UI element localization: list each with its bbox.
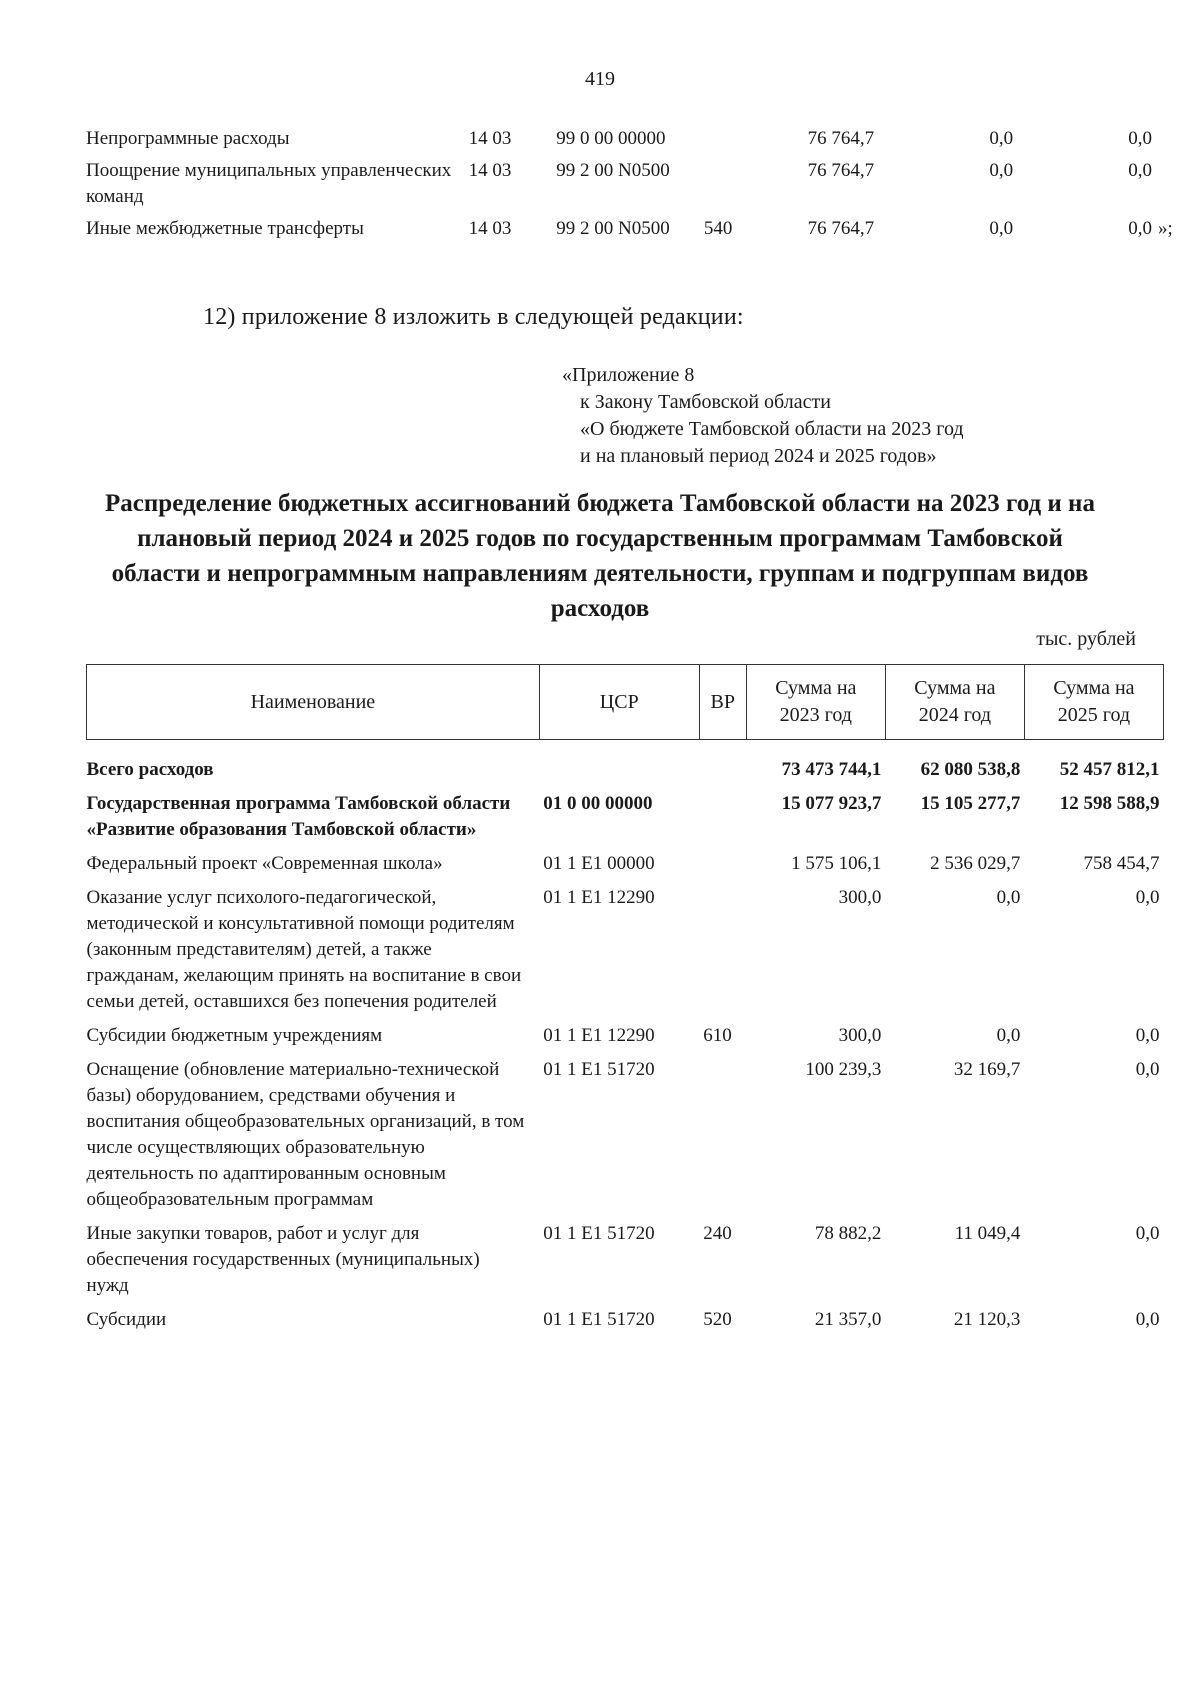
- header-name: Наименование: [87, 665, 540, 740]
- row-vr-code: 610: [703, 1025, 732, 1046]
- table-header-row: [87, 665, 1164, 740]
- row-vr-code: [699, 754, 746, 788]
- row-name: Непрограммные расходы: [86, 128, 290, 149]
- row-section-code: 14 03: [468, 128, 512, 149]
- row-sum-2025: 0,0: [1135, 1025, 1160, 1046]
- row-sum-2025: 0,0: [1128, 128, 1152, 149]
- row-closing-quote: [1152, 156, 1176, 214]
- row-csr-code: 99 2 00 N0500: [556, 160, 670, 181]
- row-vr-code: [699, 882, 746, 1020]
- row-csr-code: 01 1 E1 51720: [543, 1059, 655, 1080]
- row-sum-2024: 0,0: [989, 160, 1014, 181]
- appendix-header: [562, 362, 964, 470]
- header-sum-2024: Сумма на 2024 год: [885, 665, 1024, 740]
- header-sum-2023: Сумма на 2023 год: [746, 665, 885, 740]
- row-csr-code: 01 1 E1 00000: [543, 853, 655, 874]
- row-sum-2023: 21 357,0: [814, 1309, 882, 1330]
- table-row: [87, 788, 1164, 848]
- row-vr-code: 540: [703, 218, 733, 239]
- row-sum-2023: 300,0: [838, 887, 882, 908]
- appendix-line-2: к Закону Тамбовской области: [580, 391, 831, 413]
- row-vr-code: [704, 124, 749, 156]
- row-sum-2023: 78 882,2: [814, 1223, 882, 1244]
- row-sum-2024: 0,0: [996, 887, 1021, 908]
- row-sum-2024: 11 049,4: [954, 1223, 1021, 1244]
- row-sum-2024: 0,0: [996, 1025, 1021, 1046]
- row-sum-2025: 758 454,7: [1083, 853, 1160, 874]
- row-name: Иные межбюджетные трансферты: [86, 218, 364, 239]
- row-sum-2025: 0,0: [1135, 1223, 1160, 1244]
- row-csr-code: 99 2 00 N0500: [556, 218, 670, 239]
- row-name: Оснащение (обновление материально-технической базы) оборудованием, средствами обучения и воспитания общеобразовательных организаций, в том числе осуществляющих образовательную деятельность по адаптированным основным общеобразовательным программам: [86, 1059, 525, 1210]
- document-title: Распределение бюджетных ассигнований бюджета Тамбовской области на 2023 год и на плановый период 2024 и 2025 годов по государственным программам Тамбовской области и непрограммным направлениям деятельности, группам и подгруппам видов расходов: [105, 490, 1095, 622]
- row-vr-code: 240: [703, 1223, 732, 1244]
- row-csr-code: 01 1 E1 12290: [543, 887, 655, 908]
- continuation-row: [86, 156, 1176, 214]
- row-sum-2025: 0,0: [1135, 1059, 1160, 1080]
- row-vr-code: [699, 788, 746, 848]
- header-csr: ЦСР: [539, 665, 699, 740]
- continuation-row: [86, 214, 1176, 246]
- row-sum-2024: 62 080 538,8: [920, 759, 1021, 780]
- row-vr-code: [699, 1054, 746, 1218]
- table-row: [87, 1020, 1164, 1054]
- row-sum-2023: 1 575 106,1: [791, 853, 882, 874]
- table-row: [87, 882, 1164, 1020]
- table-row: [87, 1218, 1164, 1304]
- row-sum-2023: 76 764,7: [807, 160, 875, 181]
- budget-table: [86, 664, 1164, 1338]
- header-spacer: [87, 740, 1164, 755]
- table-row: [87, 754, 1164, 788]
- row-closing-quote: »;: [1157, 218, 1173, 239]
- table-row: [87, 1304, 1164, 1338]
- row-name: Субсидии бюджетным учреждениям: [86, 1025, 383, 1046]
- row-sum-2025: 12 598 588,9: [1059, 793, 1160, 814]
- row-name: Поощрение муниципальных управленческих команд: [86, 160, 452, 207]
- continuation-table: [86, 124, 1176, 246]
- row-csr-code: 01 1 E1 51720: [543, 1223, 655, 1244]
- row-sum-2025: 0,0: [1135, 887, 1160, 908]
- row-sum-2025: 0,0: [1128, 160, 1152, 181]
- continuation-row: [86, 124, 1176, 156]
- table-row: [87, 1054, 1164, 1218]
- row-section-code: 14 03: [468, 218, 512, 239]
- row-csr-code: 01 1 E1 51720: [543, 1309, 655, 1330]
- header-vr: ВР: [699, 665, 746, 740]
- row-sum-2024: 15 105 277,7: [920, 793, 1021, 814]
- row-vr-code: [699, 848, 746, 882]
- row-sum-2025: 52 457 812,1: [1059, 759, 1160, 780]
- appendix-line-1: «Приложение 8: [562, 364, 695, 386]
- row-sum-2024: 2 536 029,7: [930, 853, 1021, 874]
- row-csr-code: 01 1 E1 12290: [543, 1025, 655, 1046]
- amendment-instruction: 12) приложение 8 изложить в следующей редакции:: [203, 304, 744, 330]
- header-sum-2025: Сумма на 2025 год: [1024, 665, 1163, 740]
- row-sum-2023: 100 239,3: [805, 1059, 882, 1080]
- row-name: Государственная программа Тамбовской области «Развитие образования Тамбовской области»: [86, 793, 511, 840]
- row-sum-2024: 0,0: [989, 218, 1014, 239]
- row-vr-code: [704, 156, 749, 214]
- row-sum-2023: 73 473 744,1: [781, 759, 882, 780]
- row-section-code: 14 03: [468, 160, 512, 181]
- row-csr-code: [539, 754, 699, 788]
- units-label: тыс. рублей: [1036, 628, 1136, 650]
- appendix-line-3: «О бюджете Тамбовской области на 2023 год: [580, 418, 964, 440]
- row-closing-quote: [1152, 124, 1176, 156]
- row-csr-code: 99 0 00 00000: [556, 128, 666, 149]
- page-number: 419: [585, 68, 615, 90]
- row-name: Субсидии: [86, 1309, 167, 1330]
- appendix-line-4: и на плановый период 2024 и 2025 годов»: [580, 445, 937, 467]
- row-sum-2025: 0,0: [1135, 1309, 1160, 1330]
- row-name: Иные закупки товаров, работ и услуг для обеспечения государственных (муниципальных) нужд: [86, 1223, 480, 1296]
- row-name: Федеральный проект «Современная школа»: [86, 853, 443, 874]
- row-name: Оказание услуг психолого-педагогической, методической и консультативной помощи родителям (законным представителям) детей, а также гражданам, желающим принять на воспитание в свои семьи детей, оставшихся без попечения родителей: [86, 887, 522, 1012]
- row-sum-2023: 76 764,7: [807, 128, 875, 149]
- row-sum-2024: 0,0: [989, 128, 1014, 149]
- row-sum-2025: 0,0: [1128, 218, 1152, 239]
- row-sum-2024: 32 169,7: [953, 1059, 1021, 1080]
- row-vr-code: 520: [703, 1309, 732, 1330]
- table-row: [87, 848, 1164, 882]
- row-name: Всего расходов: [86, 759, 214, 780]
- row-sum-2023: 76 764,7: [807, 218, 875, 239]
- row-csr-code: 01 0 00 00000: [543, 793, 653, 814]
- row-sum-2023: 15 077 923,7: [781, 793, 882, 814]
- row-sum-2023: 300,0: [838, 1025, 882, 1046]
- row-sum-2024: 21 120,3: [953, 1309, 1021, 1330]
